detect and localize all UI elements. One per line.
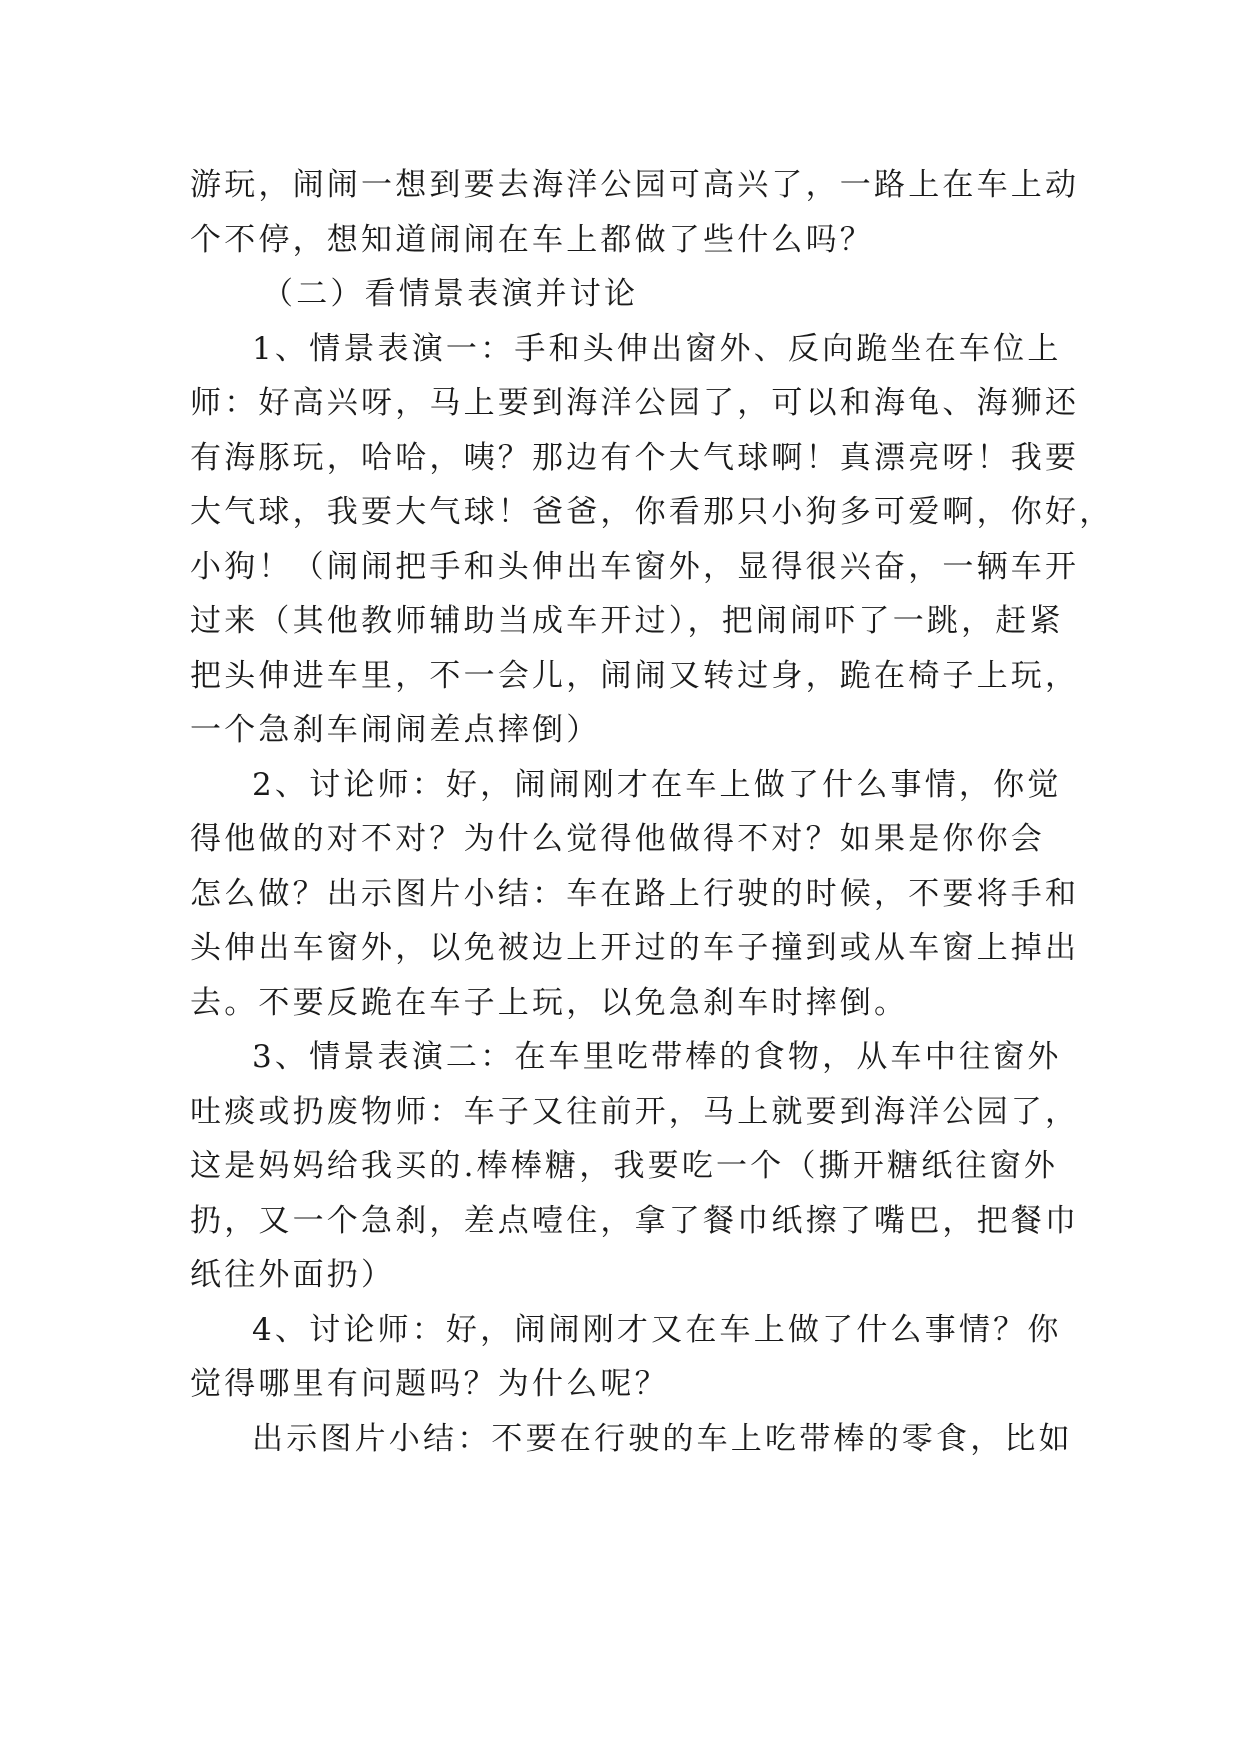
text-line: 纸往外面扔）	[190, 1257, 396, 1293]
text-line: 3、情景表演二：在车里吃带棒的食物，从车中往窗外	[252, 1039, 1062, 1075]
text-line: 有海豚玩，哈哈，咦？那边有个大气球啊！真漂亮呀！我要	[190, 439, 1080, 476]
text-line: 怎么做？出示图片小结：车在路上行驶的时候，不要将手和	[190, 875, 1080, 912]
text-line: 游玩，闹闹一想到要去海洋公园可高兴了，一路上在车上动	[190, 167, 1080, 203]
document-body	[190, 158, 1114, 1466]
text-line: 2、讨论师：好，闹闹刚才在车上做了什么事情，你觉	[252, 766, 1062, 803]
text-line: 把头伸进车里，不一会儿，闹闹又转过身，跪在椅子上玩，	[190, 657, 1080, 694]
text-line: 得他做的对不对？为什么觉得他做得不对？如果是你你会	[190, 821, 1045, 857]
text-line: 师：好高兴呀，马上要到海洋公园了，可以和海龟、海狮还	[190, 385, 1080, 421]
text-line: 个不停，想知道闹闹在车上都做了些什么吗？	[190, 221, 874, 258]
text-line: 觉得哪里有问题吗？为什么呢？	[190, 1366, 669, 1402]
text-line: 大气球，我要大气球！爸爸，你看那只小狗多可爱啊，你好，	[190, 494, 1114, 530]
text-line: 这是妈妈给我买的.棒棒糖，我要吃一个（撕开糖纸往窗外	[190, 1148, 1059, 1184]
text-line: 头伸出车窗外，以免被边上开过的车子撞到或从车窗上掉出	[190, 930, 1080, 966]
text-line: 小狗！（闹闹把手和头伸出车窗外，显得很兴奋，一辆车开	[190, 548, 1080, 585]
text-line: 去。不要反跪在车子上玩，以免急刹车时摔倒。	[190, 984, 909, 1021]
section-heading: （二）看情景表演并讨论	[262, 276, 639, 312]
text-line: 4、讨论师：好，闹闹刚才又在车上做了什么事情？你	[252, 1311, 1062, 1348]
text-line: 1、情景表演一：手和头伸出窗外、反向跪坐在车位上	[252, 330, 1062, 367]
text-line: 吐痰或扔废物师：车子又往前开，马上就要到海洋公园了，	[190, 1093, 1080, 1130]
text-line: 出示图片小结：不要在行驶的车上吃带棒的零食，比如	[252, 1420, 1073, 1457]
text-line: 扔，又一个急刹，差点噎住，拿了餐巾纸擦了嘴巴，把餐巾	[190, 1202, 1080, 1239]
text-line: 过来（其他教师辅助当成车开过），把闹闹吓了一跳，赶紧	[190, 603, 1064, 639]
text-line: 一个急刹车闹闹差点摔倒）	[190, 712, 601, 748]
